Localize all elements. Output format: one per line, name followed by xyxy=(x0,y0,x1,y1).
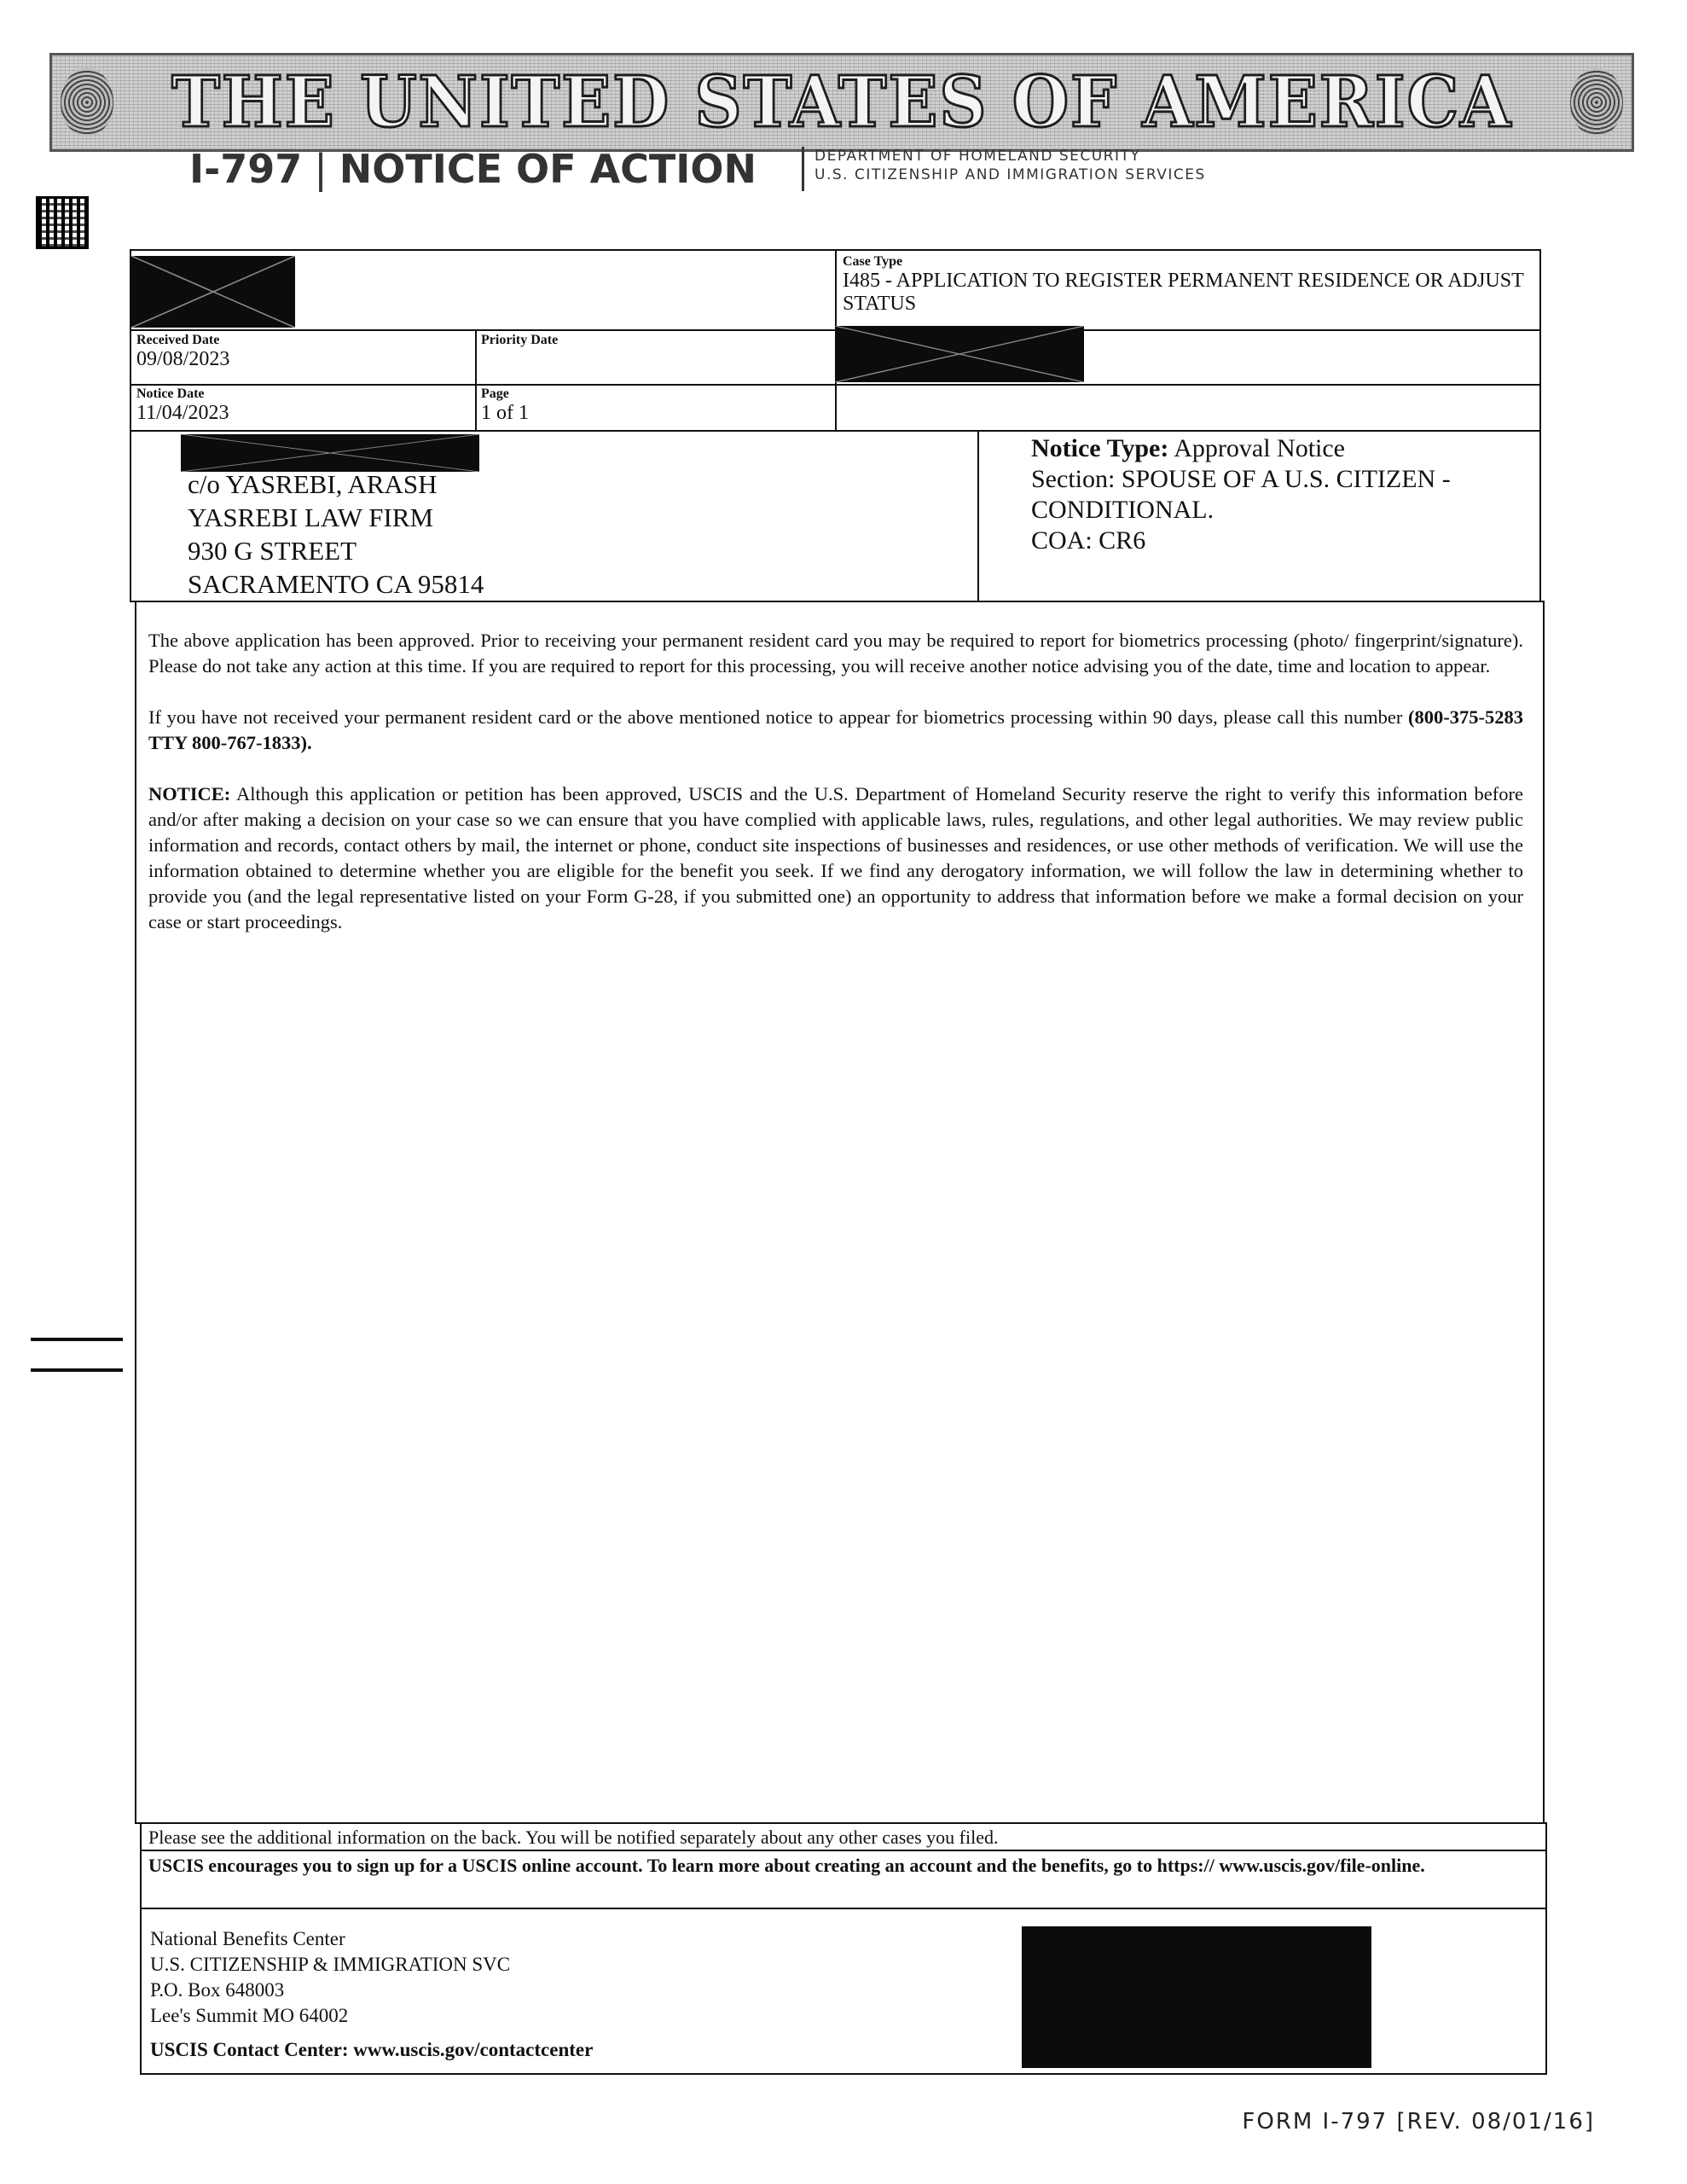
form-revision: FORM I-797 [REV. 08/01/16] xyxy=(1242,2109,1595,2135)
redacted-barcode xyxy=(1022,1926,1371,2068)
section-line-2: CONDITIONAL. xyxy=(1031,496,1215,524)
form-title xyxy=(189,143,757,195)
additional-info-text: Please see the additional information on the back. You will be notified separately about any other cases you filed. xyxy=(148,1827,999,1848)
body-box xyxy=(135,601,1545,1824)
section-line-1: Section: SPOUSE OF A U.S. CITIZEN - xyxy=(1031,465,1451,493)
margin-line-top xyxy=(31,1338,123,1341)
notice-type-label: Notice Type: xyxy=(1031,434,1169,462)
notice-label: NOTICE: xyxy=(148,783,231,804)
notice-text: Although this application or petition has been approved, USCIS and the U.S. Department of Homeland Security reserve the right to verify this information before and/or after making a decision on your case so we can ensure that you have complied with applicable laws, rules, regulations, and other legal authorities. We may review public information and records, contact others by mail, the internet or phone, conduct site inspections of businesses and residences, or use other methods of verification. We will use the information obtained to determine whether you are eligible for the benefit you seek. If we find any derogatory information, we will follow the law in determining whether to provide you (and the legal representative listed on your Form G-28, if you submitted one) an opportunity to address that information before we make a formal decision on your case or start proceedings. xyxy=(148,783,1523,932)
notice-details xyxy=(1031,433,1534,556)
margin-line-bottom xyxy=(31,1368,123,1372)
office-line-4: Lee's Summit MO 64002 xyxy=(150,2005,349,2026)
office-line-3: P.O. Box 648003 xyxy=(150,1979,285,2001)
biometrics-text: If you have not received your permanent resident card or the above mentioned notice to appear for biometrics processing within 90 days, please call this number xyxy=(148,706,1409,728)
agency-line-2: U.S. CITIZENSHIP AND IMMIGRATION SERVICES xyxy=(815,166,1206,183)
redacted-beneficiary xyxy=(835,326,1084,382)
notice-type-value: Approval Notice xyxy=(1174,434,1345,462)
notice-date-value: 11/04/2023 xyxy=(136,402,229,424)
office-line-2: U.S. CITIZENSHIP & IMMIGRATION SVC xyxy=(150,1954,511,1975)
banner-title: THE UNITED STATES OF AMERICA xyxy=(171,61,1512,143)
page-cell xyxy=(481,386,822,425)
office-address xyxy=(150,1926,918,2063)
form-name: NOTICE OF ACTION xyxy=(339,146,757,192)
divider xyxy=(475,331,477,430)
received-date-value: 09/08/2023 xyxy=(136,348,230,370)
case-type-value: I485 - APPLICATION TO REGISTER PERMANENT RESIDENCE OR ADJUST STATUS xyxy=(843,270,1524,315)
agency-line-1: DEPARTMENT OF HOMELAND SECURITY xyxy=(815,148,1141,165)
body-text xyxy=(148,628,1523,935)
case-type-cell xyxy=(843,254,1525,316)
notice-date-cell xyxy=(136,386,469,425)
address-line-4: SACRAMENTO CA 95814 xyxy=(188,569,484,599)
mailing-address xyxy=(188,468,955,601)
online-account-text: USCIS encourages you to sign up for a USCIS online account. To learn more about creating an account and the benefits, go to https:// www.uscis.gov/file-online. xyxy=(148,1855,1425,1876)
page-label: Page xyxy=(481,386,509,401)
online-account-box xyxy=(140,1850,1547,1909)
case-table xyxy=(130,249,1541,432)
qr-code-icon xyxy=(36,196,89,249)
address-notice-box xyxy=(130,430,1541,602)
verification-notice-paragraph xyxy=(148,781,1523,935)
banner xyxy=(49,53,1634,152)
received-date-cell xyxy=(136,333,469,371)
office-box xyxy=(140,1908,1547,2075)
page-value: 1 of 1 xyxy=(481,402,529,424)
office-line-1: National Benefits Center xyxy=(150,1928,345,1949)
title-separator: | xyxy=(314,146,328,192)
address-line-2: YASREBI LAW FIRM xyxy=(188,502,434,532)
coa-line: COA: CR6 xyxy=(1031,526,1146,555)
redacted-applicant-name xyxy=(181,434,479,472)
redacted-receipt-number xyxy=(131,256,295,328)
case-type-label: Case Type xyxy=(843,254,903,269)
notice-date-label: Notice Date xyxy=(136,386,205,401)
contact-center: USCIS Contact Center: www.uscis.gov/contactcenter xyxy=(150,2039,594,2060)
divider xyxy=(131,384,1539,386)
additional-info-box xyxy=(140,1822,1547,1851)
ornament-left-icon xyxy=(61,68,113,136)
biometrics-paragraph xyxy=(148,705,1523,756)
notice-type-row xyxy=(1031,433,1534,464)
divider xyxy=(977,432,979,601)
agency-block xyxy=(802,147,1279,191)
approval-paragraph: The above application has been approved. Prior to receiving your permanent resident card you may be required to report for biometrics processing (photo/ fingerprint/signature). Please do not take any action at this time. If you are required to report for this processing, you will receive another notice advising you of the date, time and location to appear. xyxy=(148,630,1523,677)
priority-date-label: Priority Date xyxy=(481,333,559,347)
address-line-3: 930 G STREET xyxy=(188,536,357,566)
contact-phone: (800-375-5283 TTY 800-767-1833). xyxy=(148,706,1523,753)
address-line-1: c/o YASREBI, ARASH xyxy=(188,469,438,499)
form-number: I-797 xyxy=(189,146,303,192)
ornament-right-icon xyxy=(1570,68,1623,136)
received-date-label: Received Date xyxy=(136,333,220,347)
priority-date-cell xyxy=(481,333,822,348)
